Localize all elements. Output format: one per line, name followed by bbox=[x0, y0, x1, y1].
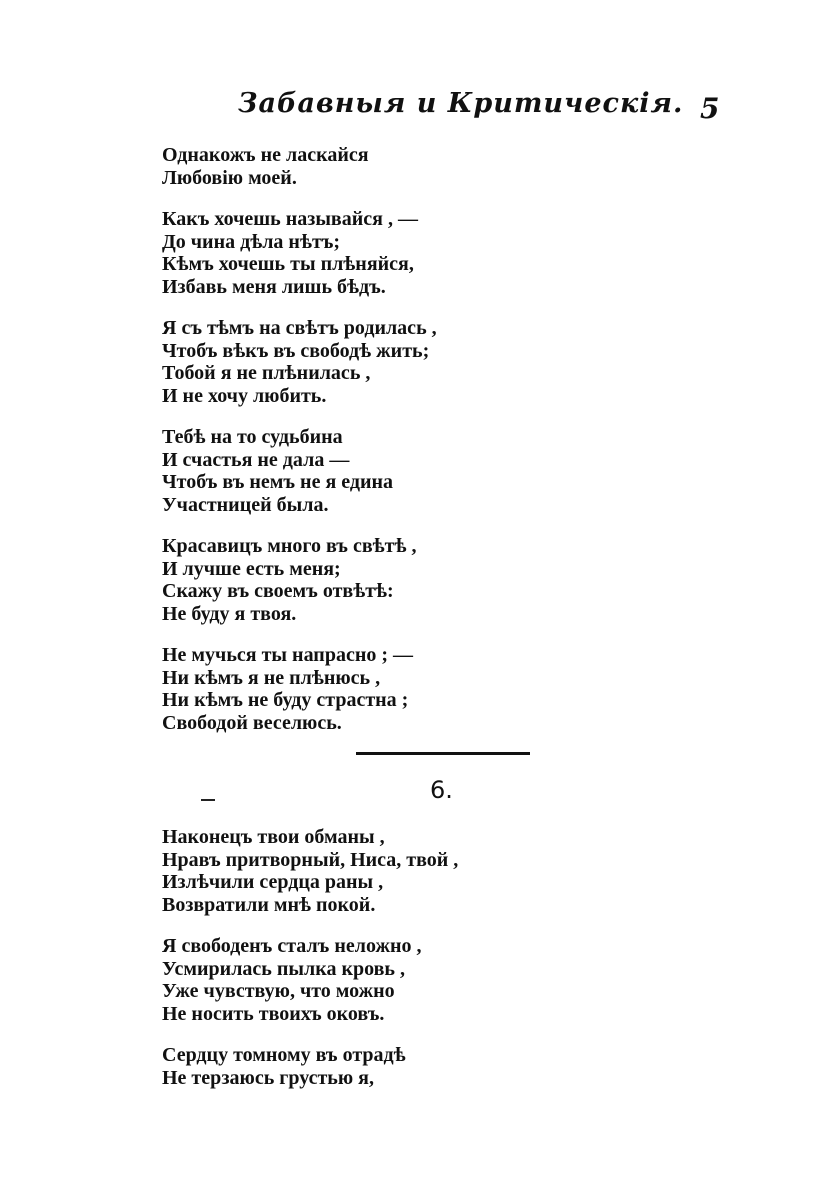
verse-line: Однакожъ не ласкайся bbox=[162, 144, 369, 166]
margin-mark bbox=[201, 799, 215, 801]
verse-line: Тобой я не плѣнилась , bbox=[162, 362, 371, 384]
verse-line: Возвратили мнѣ покой. bbox=[162, 893, 376, 916]
stanza bbox=[162, 144, 437, 189]
page-number: 5 bbox=[700, 92, 720, 125]
verse-line: Излѣчили сердца раны , bbox=[162, 871, 384, 893]
verse-line: Какъ хочешь называйся , — bbox=[162, 208, 418, 230]
stanza bbox=[162, 935, 458, 1025]
verse-line: Наконецъ твои обманы , bbox=[162, 826, 385, 848]
stanza bbox=[162, 644, 437, 734]
section-number: 6. bbox=[430, 776, 453, 804]
stanza bbox=[162, 208, 437, 298]
verse-line: Нравъ притворный, Ниса, твой , bbox=[162, 848, 459, 871]
stanza bbox=[162, 317, 437, 407]
verse-line: До чина дѣла нѣтъ; bbox=[162, 230, 341, 253]
verse-line: Не мучься ты напрасно ; — bbox=[162, 644, 414, 666]
verse-line: Любовію моей. bbox=[162, 166, 297, 189]
verse-line: Избавь меня лишь бѣдъ. bbox=[162, 275, 386, 298]
verse-line: Не терзаюсь грустью я, bbox=[162, 1066, 374, 1089]
verse-line: Тебѣ на то судьбина bbox=[162, 426, 343, 448]
verse-line: Участницей была. bbox=[162, 493, 329, 516]
verse-line: Я съ тѣмъ на свѣтъ родилась , bbox=[162, 317, 437, 339]
verse-line: И счастья не дала — bbox=[162, 448, 350, 471]
verse-line: Усмирилась пылка кровь , bbox=[162, 957, 405, 980]
verse-line: Свободой веселюсь. bbox=[162, 711, 342, 734]
poem-continued bbox=[162, 144, 437, 734]
verse-line: Кѣмъ хочешь ты плѣняйся, bbox=[162, 253, 414, 275]
verse-line: Скажу въ своемъ отвѣтѣ: bbox=[162, 580, 394, 602]
stanza bbox=[162, 1044, 458, 1089]
poem-new bbox=[162, 826, 458, 1089]
stanza bbox=[162, 826, 458, 916]
verse-line: Чтобъ въ немъ не я едина bbox=[162, 471, 394, 493]
verse-line: И лучше есть меня; bbox=[162, 557, 341, 580]
stanza bbox=[162, 535, 437, 625]
verse-line: И не хочу любить. bbox=[162, 384, 327, 407]
verse-line: Не носить твоихъ оковъ. bbox=[162, 1002, 385, 1025]
verse-line: Я свободенъ сталъ неложно , bbox=[162, 935, 422, 957]
verse-line: Не буду я твоя. bbox=[162, 602, 297, 625]
verse-line: Ни кѣмъ не буду страстна ; bbox=[162, 689, 409, 711]
verse-line: Красавицъ много въ свѣтѣ , bbox=[162, 535, 417, 557]
verse-line: Ни кѣмъ я не плѣнюсь , bbox=[162, 666, 381, 689]
verse-line: Уже чувствую, что можно bbox=[162, 980, 395, 1002]
verse-line: Чтобъ вѣкъ въ свободѣ жить; bbox=[162, 339, 430, 362]
verse-line: Сердцу томному въ отрадѣ bbox=[162, 1044, 406, 1066]
stanza bbox=[162, 426, 437, 516]
section-divider bbox=[356, 752, 530, 755]
running-header: Забавныя и Критическія. bbox=[238, 88, 684, 119]
